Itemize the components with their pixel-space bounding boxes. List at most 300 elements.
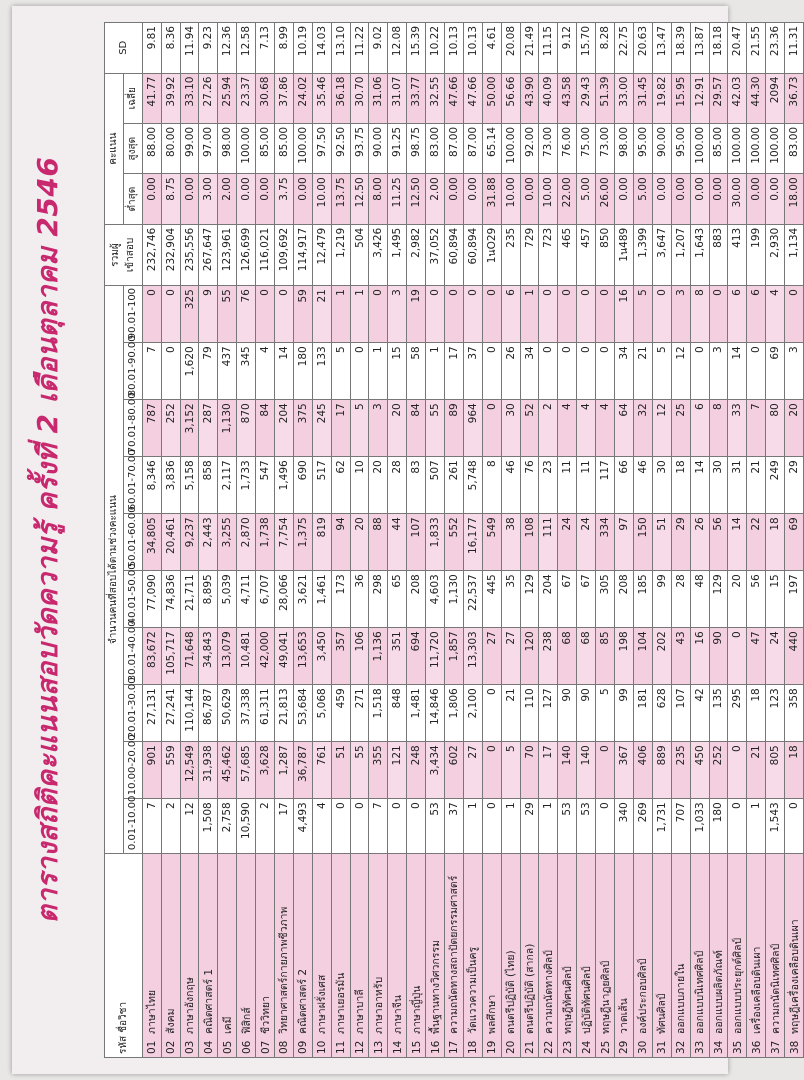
range-count-cell: 80 [766,400,785,457]
min-header: ต่ำสุด [123,174,142,224]
min-cell: 3.00 [199,174,218,224]
subject-code: 24 [580,1040,593,1054]
range-count-cell: 59 [293,286,312,343]
range-count-cell: 2,870 [237,514,256,571]
sd-cell: 13.10 [331,23,350,74]
range-count-cell: 0 [577,286,596,343]
sd-cell: 11.31 [785,23,804,74]
mean-cell: 19.82 [652,73,671,123]
spacer [486,1034,498,1041]
range-count-cell: 13,079 [218,628,237,685]
subject-cell [445,854,464,1058]
range-count-cell: 1 [463,799,482,854]
spacer [524,1034,536,1041]
range-count-cell: 0 [728,799,747,854]
spacer [618,1034,630,1041]
subject-code: 09 [297,1040,310,1054]
subject-code: 16 [429,1040,442,1054]
table-row [388,23,407,1058]
subject-name: พลศึกษา [486,994,499,1034]
range-count-cell: 1,461 [312,571,331,628]
range-count-cell: 20 [785,400,804,457]
range-count-cell: 107 [407,514,426,571]
spacer [713,1034,725,1041]
min-cell: 0.00 [615,174,634,224]
range-header: 10.00-20.00 [123,742,142,799]
sd-cell: 20.63 [633,23,652,74]
range-count-cell: 90 [558,685,577,742]
range-count-cell: 14 [728,343,747,400]
subject-code: 34 [712,1040,725,1054]
total-cell: 2,982 [407,224,426,285]
range-count-cell: 76 [520,457,539,514]
range-count-cell: 14 [690,457,709,514]
sd-cell: 8.36 [161,23,180,74]
table-row [445,23,464,1058]
range-header: 0.01-10.00 [123,799,142,854]
range-count-cell: 5 [652,343,671,400]
range-count-cell: 0 [407,799,426,854]
subject-cell [520,854,539,1058]
min-cell: 22.00 [558,174,577,224]
range-count-cell: 24 [558,514,577,571]
total-cell: 1,399 [633,224,652,285]
range-count-cell: 0 [596,286,615,343]
table-row [709,23,728,1058]
range-count-cell: 3 [785,343,804,400]
subject-code: 07 [259,1040,272,1054]
range-count-cell: 16 [615,286,634,343]
range-count-cell: 355 [369,742,388,799]
subject-name: ทฤษฎีเครื่องเคลือบดินเผา [788,919,801,1034]
sd-cell: 20.47 [728,23,747,74]
range-count-cell: 31,938 [199,742,218,799]
range-count-cell: 25 [671,400,690,457]
range-count-cell: 208 [407,571,426,628]
range-count-cell: 32 [633,400,652,457]
sd-cell: 10.19 [293,23,312,74]
min-cell: 18.00 [785,174,804,224]
range-count-cell: 5,068 [312,685,331,742]
range-count-cell: 1,543 [766,799,785,854]
range-count-cell: 0 [577,343,596,400]
range-count-cell: 46 [501,457,520,514]
table-row [690,23,709,1058]
total-cell: 235 [501,224,520,285]
spacer [241,1034,253,1041]
total-cell: 232,904 [161,224,180,285]
max-cell: 88.00 [142,123,161,173]
range-count-cell: 9,237 [180,514,199,571]
subject-cell [199,854,218,1058]
range-count-cell: 6 [501,286,520,343]
range-count-cell: 252 [709,742,728,799]
range-count-cell: 16 [690,628,709,685]
range-count-cell: 74,836 [161,571,180,628]
subject-code: 22 [542,1040,555,1054]
min-cell: 8.75 [161,174,180,224]
spacer [184,1034,196,1041]
subject-code: 32 [675,1040,688,1054]
mean-cell: 32.55 [426,73,445,123]
range-count-cell: 135 [709,685,728,742]
range-count-cell: 29 [785,457,804,514]
range-count-cell: 15 [766,571,785,628]
range-count-cell: 10 [350,457,369,514]
max-cell: 93.75 [350,123,369,173]
mean-cell: 31.06 [369,73,388,123]
range-count-cell: 34,805 [142,514,161,571]
range-count-cell: 21 [501,685,520,742]
range-count-cell: 68 [577,628,596,685]
subject-cell [633,854,652,1058]
range-count-cell: 55 [350,742,369,799]
subject-code: 01 [146,1040,159,1054]
spacer [562,1034,574,1041]
table-row [633,23,652,1058]
max-cell: 95.00 [671,123,690,173]
range-count-cell: 602 [445,742,464,799]
range-count-cell: 110 [520,685,539,742]
sd-cell: 9.23 [199,23,218,74]
range-count-cell: 20 [728,571,747,628]
min-cell: 0.00 [671,174,690,224]
min-cell: 0.00 [690,174,709,224]
range-count-cell: 69 [785,514,804,571]
mean-cell: 47.66 [463,73,482,123]
range-count-cell: 11 [577,457,596,514]
range-count-cell: 24 [766,628,785,685]
range-count-cell: 287 [199,400,218,457]
sd-cell: 21.55 [747,23,766,74]
range-count-cell: 28,066 [275,571,294,628]
table-row [218,23,237,1058]
range-count-cell: 11,720 [426,628,445,685]
range-count-cell: 198 [615,628,634,685]
range-count-cell: 0 [652,286,671,343]
range-count-cell: 248 [407,742,426,799]
range-count-cell: 173 [331,571,350,628]
total-cell: 3,426 [369,224,388,285]
range-count-cell: 12 [671,343,690,400]
min-cell: 10.00 [501,174,520,224]
range-count-cell: 21,813 [275,685,294,742]
mean-cell: 39.92 [161,73,180,123]
range-count-cell: 559 [161,742,180,799]
min-cell: 0.00 [142,174,161,224]
range-count-cell: 49,041 [275,628,294,685]
subject-code: 14 [391,1040,404,1054]
max-cell: 100.00 [747,123,766,173]
table-row [558,23,577,1058]
range-count-cell: 1,136 [369,628,388,685]
subject-name: คณิตศาสตร์ 1 [202,968,215,1034]
total-cell: 1น489 [615,224,634,285]
range-count-cell: 0 [482,685,501,742]
range-count-cell: 1,130 [218,400,237,457]
sd-cell: 21.49 [520,23,539,74]
range-count-cell: 3,621 [293,571,312,628]
subject-name: สังคม [165,1008,178,1034]
range-count-cell: 4 [596,400,615,457]
range-count-cell: 5,158 [180,457,199,514]
range-count-cell: 707 [671,799,690,854]
range-count-cell: 107 [671,685,690,742]
subject-name: ความถนัดทางศิลป์ [542,950,555,1034]
subject-code: 06 [240,1040,253,1054]
range-count-cell: 12 [652,400,671,457]
sd-cell: 12.36 [218,23,237,74]
mean-cell: 30.68 [256,73,275,123]
range-count-cell: 53,684 [293,685,312,742]
range-count-cell: 1 [426,343,445,400]
range-count-cell: 34 [615,343,634,400]
subject-name: ออกแบบนิเทศศิลป์ [694,950,707,1034]
range-count-cell: 0 [388,799,407,854]
subject-name: ฟิสิกส์ [240,1007,253,1034]
range-count-cell: 45,462 [218,742,237,799]
max-cell: 87.00 [463,123,482,173]
range-count-cell: 358 [785,685,804,742]
range-count-cell: 17 [275,799,294,854]
min-cell: 0.00 [237,174,256,224]
range-count-cell: 14 [275,343,294,400]
mean-cell: 25.94 [218,73,237,123]
total-cell: 60,894 [463,224,482,285]
sd-cell: 15.70 [577,23,596,74]
min-cell: 12.50 [407,174,426,224]
range-count-cell: 761 [312,742,331,799]
subject-cell [558,854,577,1058]
range-count-cell: 26 [501,343,520,400]
range-count-cell: 4,711 [237,571,256,628]
range-count-cell: 238 [539,628,558,685]
total-cell: 114,917 [293,224,312,285]
subject-code: 29 [618,1040,631,1054]
range-count-cell: 37,338 [237,685,256,742]
subject-code: 36 [750,1040,763,1054]
total-cell: 123,961 [218,224,237,285]
max-cell: 95.00 [633,123,652,173]
sd-cell: 12.08 [388,23,407,74]
range-count-cell: 5,748 [463,457,482,514]
range-count-cell: 20 [388,400,407,457]
range-count-cell: 4 [577,400,596,457]
mean-cell: 33.10 [180,73,199,123]
range-count-cell: 3,836 [161,457,180,514]
range-count-cell: 628 [652,685,671,742]
range-count-cell: 29 [520,799,539,854]
range-count-cell: 33 [728,400,747,457]
spacer [165,1034,177,1041]
range-count-cell: 12,549 [180,742,199,799]
range-count-cell: 1 [520,286,539,343]
spacer [297,1034,309,1041]
spacer [467,1034,479,1041]
sd-cell: 11.15 [539,23,558,74]
max-cell: 90.00 [652,123,671,173]
range-count-cell: 7 [142,343,161,400]
range-count-cell: 38 [501,514,520,571]
range-count-cell: 0 [482,400,501,457]
min-cell: 3.75 [275,174,294,224]
table-row [577,23,596,1058]
subject-name: คณิตศาสตร์ 2 [297,968,310,1034]
range-header: 60.01-70.00 [123,457,142,514]
range-count-cell: 1 [747,799,766,854]
range-count-cell: 67 [577,571,596,628]
range-count-cell: 90 [709,628,728,685]
range-count-cell: 549 [482,514,501,571]
subject-name: พื้นฐานทางวิศวกรรม [429,940,442,1034]
subject-name: ภาษาอังกฤษ [184,977,196,1034]
range-count-cell: 901 [142,742,161,799]
range-count-cell: 1,375 [293,514,312,571]
table-row [237,23,256,1058]
spacer [260,1034,272,1041]
mean-cell: 23.37 [237,73,256,123]
subject-cell [501,854,520,1058]
range-count-cell: 6 [747,286,766,343]
range-count-cell: 180 [709,799,728,854]
range-count-cell: 27,131 [142,685,161,742]
range-count-cell: 79 [199,343,218,400]
range-count-cell: 27,241 [161,685,180,742]
table-row [407,23,426,1058]
total-cell: 1นO29 [482,224,501,285]
spacer [505,1034,517,1041]
range-count-cell: 787 [142,400,161,457]
subject-name: ทัศนศิลป์ [656,993,669,1034]
min-cell: 0.00 [293,174,312,224]
subject-cell [766,854,785,1058]
range-count-cell: 2 [539,400,558,457]
table-row [142,23,161,1058]
range-count-cell: 110,144 [180,685,199,742]
range-count-cell: 140 [577,742,596,799]
min-cell: 0.00 [709,174,728,224]
sd-cell: 23.36 [766,23,785,74]
range-count-cell: 36 [350,571,369,628]
range-count-cell: 235 [671,742,690,799]
subject-name: ภาษาอาหรับ [372,976,385,1034]
range-count-cell: 68 [558,628,577,685]
range-count-cell: 552 [445,514,464,571]
range-count-cell: 77,090 [142,571,161,628]
min-cell: 11.25 [388,174,407,224]
table-row [615,23,634,1058]
range-count-cell: 351 [388,628,407,685]
sd-cell: 12.58 [237,23,256,74]
range-count-cell: 29 [671,514,690,571]
total-cell: 235,556 [180,224,199,285]
total-cell: 1,134 [785,224,804,285]
range-count-cell: 22 [747,514,766,571]
spacer [448,1034,460,1041]
min-cell: 0.00 [445,174,464,224]
range-count-cell: 8 [709,400,728,457]
range-count-cell: 22,537 [463,571,482,628]
table-row [652,23,671,1058]
mean-cell: 42.03 [728,73,747,123]
range-count-cell: 55 [426,400,445,457]
max-cell: 65.14 [482,123,501,173]
max-cell: 85.00 [709,123,728,173]
table-row [671,23,690,1058]
range-header: 40.01-50.00 [123,571,142,628]
total-cell: 3,647 [652,224,671,285]
range-count-cell: 694 [407,628,426,685]
mean-cell: 47.66 [445,73,464,123]
range-count-cell: 42,000 [256,628,275,685]
sd-cell: 8.99 [275,23,294,74]
range-count-cell: 848 [388,685,407,742]
table-body [142,23,803,1058]
range-count-cell: 123 [766,685,785,742]
range-count-cell: 34 [520,343,539,400]
range-count-cell: 61,311 [256,685,275,742]
range-count-cell: 5 [501,742,520,799]
max-cell: 91.25 [388,123,407,173]
table-row [426,23,445,1058]
range-count-cell: 6 [728,286,747,343]
table-row [161,23,180,1058]
range-count-cell: 2,100 [463,685,482,742]
range-count-cell: 819 [312,514,331,571]
range-count-cell: 805 [766,742,785,799]
range-count-cell: 1,496 [275,457,294,514]
subject-cell [350,854,369,1058]
range-count-cell: 56 [709,514,728,571]
subject-cell [709,854,728,1058]
range-count-cell: 3,434 [426,742,445,799]
range-count-cell: 55 [218,286,237,343]
total-cell: 1,643 [690,224,709,285]
total-cell: 116,021 [256,224,275,285]
range-count-cell: 0 [539,286,558,343]
min-cell: 0.00 [652,174,671,224]
mean-cell: 31.45 [633,73,652,123]
subject-cell [747,854,766,1058]
min-cell: 10.00 [539,174,558,224]
subject-cell [785,854,804,1058]
spacer [203,1034,215,1041]
spacer [316,1034,328,1041]
total-header-line2: เข้าสอบ [125,237,137,273]
sd-cell: 11.94 [180,23,199,74]
range-count-cell: 97 [615,514,634,571]
range-count-cell: 7,754 [275,514,294,571]
max-cell: 100.00 [766,123,785,173]
subject-code: 10 [316,1040,329,1054]
sd-cell: 8.28 [596,23,615,74]
range-count-cell: 99 [652,571,671,628]
range-count-cell: 44 [388,514,407,571]
table-row [331,23,350,1058]
range-count-cell: 53 [558,799,577,854]
range-count-cell: 3 [369,400,388,457]
subject-name: ภาษาญี่ปุ่น [410,985,423,1034]
total-cell: 267,647 [199,224,218,285]
range-count-cell: 0 [350,343,369,400]
min-cell: 13.75 [331,174,350,224]
range-count-cell: 31 [728,457,747,514]
range-count-cell: 0 [709,286,728,343]
mean-cell: 30.70 [350,73,369,123]
sd-cell: 7.13 [256,23,275,74]
range-count-cell: 0 [482,799,501,854]
subject-name: ภาษาบาลี [354,989,367,1034]
